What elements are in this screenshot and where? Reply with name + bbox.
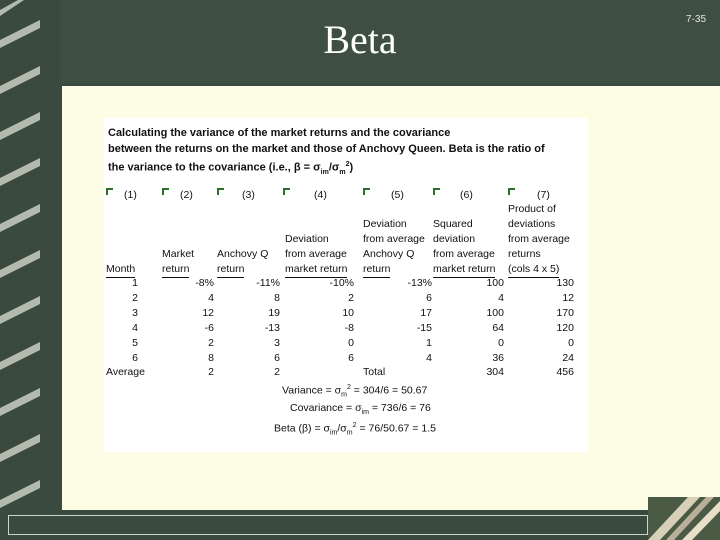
table-cell: 4 xyxy=(132,322,138,334)
header-dev-anchovy-2: from average xyxy=(363,233,425,245)
table-cell: 120 xyxy=(556,322,574,334)
table-cell: 8 xyxy=(208,352,214,364)
table-cell: 0 xyxy=(568,337,574,349)
header-product-5: (cols 4 x 5) xyxy=(508,262,559,278)
table-cell: 17 xyxy=(420,307,432,319)
table-cell: 4 xyxy=(208,292,214,304)
table-cell: -10% xyxy=(329,277,354,289)
slide-number: 7-35 xyxy=(685,14,706,25)
beta-formula: Beta $(\beta) = \sigma_{im}/\sigma_m^2 = 76/50.67 = 1.5$ xyxy=(274,422,436,437)
header-squared-dev-2: deviation xyxy=(433,233,476,245)
table-cell: -13 xyxy=(264,322,280,334)
header-squared-dev-1: Squared xyxy=(433,218,473,230)
header-month: Month xyxy=(106,262,135,278)
header-product-1: Product of xyxy=(508,203,556,215)
table-cell: 100 xyxy=(486,307,504,319)
column-marker-icon xyxy=(162,188,169,195)
column-marker-icon xyxy=(433,188,440,195)
slide-title: Beta xyxy=(323,17,397,62)
header-product-3: from average xyxy=(508,233,570,245)
column-marker-icon xyxy=(217,188,224,195)
table-cell: 6 xyxy=(132,352,138,364)
intro-line-3: the variance to the covariance (i.e., $\beta = \sigma_{im}/\sigma_m^2$) xyxy=(108,161,354,176)
decorative-stripes xyxy=(0,0,60,540)
header-anchovy-return-2: return xyxy=(217,262,244,278)
average-anchovy: 2 xyxy=(274,366,280,378)
variance-formula: Variance = $\sigma_m^2 = 304/6 = 50.67$ xyxy=(282,384,428,399)
covariance-formula: Covariance = $\sigma_{im} = 736/6 = 76$ xyxy=(290,402,431,417)
col-number-6: (6) xyxy=(460,189,473,201)
table-cell: 130 xyxy=(556,277,574,289)
table-cell: 36 xyxy=(492,352,504,364)
header-squared-dev-3: from average xyxy=(433,248,495,260)
table-cell: 12 xyxy=(202,307,214,319)
col-number-3: (3) xyxy=(242,189,255,201)
table-cell: 2 xyxy=(348,292,354,304)
table-cell: 2 xyxy=(208,337,214,349)
header-market-return-2: return xyxy=(162,262,189,278)
header-dev-anchovy-3: Anchovy Q xyxy=(363,248,415,260)
table-cell: -8 xyxy=(344,322,354,334)
table-cell: 170 xyxy=(556,307,574,319)
column-marker-icon xyxy=(283,188,290,195)
column-marker-icon xyxy=(508,188,515,195)
table-cell: 4 xyxy=(426,352,432,364)
table-cell: 6 xyxy=(274,352,280,364)
col-number-5: (5) xyxy=(391,189,404,201)
header-dev-market-2: from average xyxy=(285,248,347,260)
table-cell: 24 xyxy=(562,352,574,364)
header-market-return-1: Market xyxy=(162,248,195,260)
table-cell: 64 xyxy=(492,322,504,334)
header-squared-dev-4: market return xyxy=(433,262,495,278)
table-cell: 1 xyxy=(132,277,138,289)
table-cell: -13% xyxy=(407,277,432,289)
table-cell: -8% xyxy=(195,277,214,289)
col-number-4: (4) xyxy=(314,189,327,201)
table-cell: 2 xyxy=(132,292,138,304)
col-number-7: (7) xyxy=(537,189,550,201)
header-dev-market-3: market return xyxy=(285,262,347,278)
table-cell: 4 xyxy=(498,292,504,304)
column-marker-icon xyxy=(363,188,370,195)
table-cell: 8 xyxy=(274,292,280,304)
table-cell: 3 xyxy=(274,337,280,349)
table-cell: 12 xyxy=(562,292,574,304)
bottom-frame-line xyxy=(8,515,648,535)
table-cell: 10 xyxy=(342,307,354,319)
table-cell: 19 xyxy=(268,307,280,319)
col-number-2: (2) xyxy=(180,189,193,201)
intro-text xyxy=(108,126,584,180)
intro-line-1: Calculating the variance of the market returns and the covariance xyxy=(108,127,451,139)
table-cell: -15 xyxy=(416,322,432,334)
average-label: Average xyxy=(106,366,145,378)
header-product-2: deviations xyxy=(508,218,556,230)
header-dev-anchovy-4: return xyxy=(363,262,390,278)
header-dev-market-1: Deviation xyxy=(285,233,329,245)
table-cell: 5 xyxy=(132,337,138,349)
header-anchovy-return-1: Anchovy Q xyxy=(217,248,269,260)
table-cell: 6 xyxy=(348,352,354,364)
intro-line-2: between the returns on the market and those of Anchovy Queen. Beta is the ratio of xyxy=(108,142,545,155)
header-product-4: returns xyxy=(508,248,541,260)
header-dev-anchovy-1: Deviation xyxy=(363,218,407,230)
table-cell: -11% xyxy=(256,277,280,289)
table-cell: 3 xyxy=(132,307,138,319)
table-cell: -6 xyxy=(204,322,214,334)
beta-calculation-panel xyxy=(104,118,588,452)
total-product: 456 xyxy=(556,366,574,378)
table-cell: 6 xyxy=(426,292,432,304)
average-market: 2 xyxy=(208,366,214,378)
table-cell: 0 xyxy=(498,337,504,349)
table-cell: 0 xyxy=(348,337,354,349)
corner-decoration xyxy=(648,497,720,540)
table-cell: 1 xyxy=(426,337,432,349)
col-number-1: (1) xyxy=(124,189,137,201)
total-squared: 304 xyxy=(486,366,504,378)
table-cell: 100 xyxy=(486,277,504,289)
total-label: Total xyxy=(363,366,386,378)
column-marker-icon xyxy=(106,188,113,195)
